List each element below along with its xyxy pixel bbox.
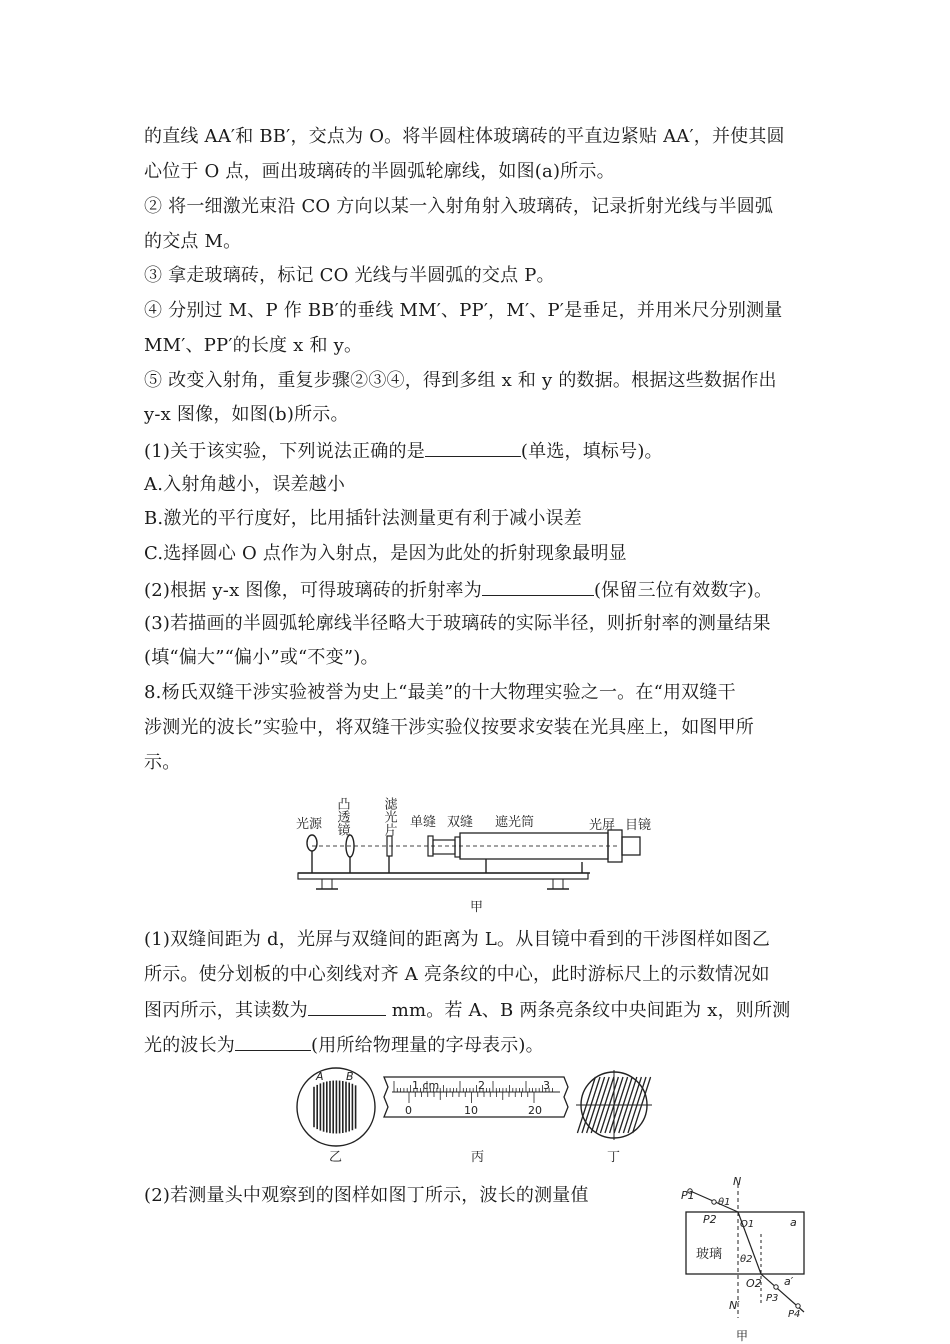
- main-scale-label: 2: [478, 1079, 485, 1092]
- vernier-label: 10: [464, 1104, 478, 1117]
- double-slit: [455, 837, 460, 857]
- question-3-line: (填“偏大”“偏小”或“不变”)。: [144, 647, 379, 668]
- problem-8-line: 涉测光的波长”实验中，将双缝干涉实验仪按要求安装在光具座上，如图甲所: [144, 717, 754, 738]
- answer-blank[interactable]: [235, 1032, 311, 1051]
- pin-p3: [774, 1285, 778, 1289]
- answer-blank[interactable]: [425, 438, 521, 457]
- label-p4: P4: [788, 1309, 801, 1320]
- text-line: MM′、PP′的长度 x 和 y。: [144, 335, 363, 356]
- label-filter: 滤光片: [381, 797, 397, 836]
- question-2: [144, 577, 809, 603]
- vernier-scale-ticks: [409, 1092, 534, 1103]
- figure-row-yi-bing-ding: [296, 1065, 658, 1170]
- pin-p2: [712, 1200, 716, 1204]
- stem-text: (保留三位有效数字)。: [593, 580, 773, 601]
- vernier-label: 0: [405, 1104, 412, 1117]
- label-double-slit: 双缝: [447, 815, 474, 830]
- option-c: C.选择圆心 O 点作为入射点，是因为此处的折射现象最明显: [144, 543, 627, 564]
- text-line: ② 将一细激光束沿 CO 方向以某一入射角射入玻璃砖，记录折射光线与半圆弧: [144, 196, 774, 217]
- label-light-source: 光源: [296, 817, 323, 832]
- stem-text: (用所给物理量的字母表示)。: [311, 1035, 544, 1056]
- stem-text: mm。若 A、B 两条亮条纹中央间距为 x，则所测: [385, 1000, 791, 1021]
- problem-8-q2: (2)若测量头中观察到的图样如图丁所示，波长的测量值: [144, 1185, 589, 1206]
- problem-8-q1-line: 所示。使分划板的中心刻线对齐 A 亮条纹的中心，此时游标尺上的示数情况如: [144, 964, 770, 985]
- bench-foot: [553, 879, 563, 889]
- text-line: ④ 分别过 M、P 作 BB′的垂线 MM′、PP′，M′、P′是垂足，并用米尺分别测量: [144, 300, 783, 321]
- stem-text: 图丙所示，其读数为: [144, 1000, 308, 1021]
- label-convex-lens: 凸透镜: [334, 797, 350, 836]
- answer-blank[interactable]: [308, 997, 386, 1016]
- label-single-slit: 单缝: [410, 815, 437, 830]
- label-theta1: θ1: [718, 1197, 731, 1208]
- problem-8-line: 8.杨氏双缝干涉实验被誉为史上“最美”的十大物理实验之一。在“用双缝干: [144, 682, 736, 703]
- option-b: B.激光的平行度好，比用插针法测量更有利于减小误差: [144, 508, 582, 529]
- stem-text: (1)关于该实验，下列说法正确的是: [144, 441, 425, 462]
- text-line: 的直线 AA′和 BB′，交点为 O。将半圆柱体玻璃砖的平直边紧贴 AA′，并使其圆: [144, 126, 785, 147]
- label-p2: P2: [703, 1213, 717, 1226]
- option-a: A.入射角越小，误差越小: [144, 474, 346, 495]
- caption-yi: 乙: [329, 1150, 343, 1165]
- fringe-a-label: A: [316, 1070, 324, 1083]
- label-tube: 遮光筒: [495, 815, 535, 830]
- label-eyepiece: 目镜: [625, 818, 652, 833]
- text-line: 心位于 O 点，画出玻璃砖的半圆弧轮廓线，如图(a)所示。: [144, 161, 615, 182]
- caption-glass: 甲: [736, 1329, 749, 1343]
- label-glass: 玻璃: [696, 1247, 723, 1262]
- text-line: 的交点 M。: [144, 231, 242, 252]
- label-p3: P3: [766, 1293, 779, 1304]
- label-o1: O1: [740, 1219, 755, 1230]
- eyepiece: [622, 837, 640, 855]
- problem-8-q1-line: (1)双缝间距为 d，光屏与双缝间的距离为 L。从目镜中看到的干涉图样如图乙: [144, 929, 771, 950]
- caption-jia: 甲: [470, 900, 484, 915]
- fringe-b-label: B: [346, 1070, 354, 1083]
- light-source: [307, 835, 317, 851]
- label-theta2: θ2: [740, 1254, 753, 1265]
- answer-blank[interactable]: [482, 577, 594, 596]
- question-1-stem: [144, 438, 809, 464]
- caption-bing: 丙: [471, 1150, 485, 1165]
- pin-p4: [796, 1304, 800, 1308]
- caption-ding: 丁: [607, 1150, 621, 1165]
- glass-refraction-figure: [676, 1172, 816, 1344]
- label-n: N: [733, 1175, 742, 1188]
- stem-text: (单选，填标号)。: [520, 441, 663, 462]
- label-o2: O2: [746, 1277, 762, 1290]
- problem-8-q1-line: [144, 997, 809, 1023]
- question-3-line: (3)若描画的半圆弧轮廓线半径略大于玻璃砖的实际半径，则折射率的测量结果: [144, 613, 771, 634]
- label-a: a: [790, 1216, 797, 1229]
- bench-base: [298, 873, 588, 879]
- problem-8-q1-line: [144, 1032, 809, 1058]
- vernier-label: 20: [528, 1104, 542, 1117]
- main-scale-label: 3: [543, 1079, 550, 1092]
- bench-foot: [322, 879, 332, 889]
- main-scale-label: 1 cm: [412, 1079, 440, 1092]
- label-a-prime: a′: [784, 1275, 794, 1288]
- label-screen: 光屏: [589, 818, 616, 833]
- label-p1: P1: [681, 1189, 695, 1202]
- optical-bench-figure: [290, 780, 660, 915]
- stem-text: 光的波长为: [144, 1035, 235, 1056]
- stem-text: (2)根据 y-x 图像，可得玻璃砖的折射率为: [144, 580, 482, 601]
- text-line: ③ 拿走玻璃砖，标记 CO 光线与半圆弧的交点 P。: [144, 265, 555, 286]
- label-n-prime: N′: [729, 1299, 740, 1312]
- problem-8-line: 示。: [144, 752, 181, 773]
- text-line: ⑤ 改变入射角，重复步骤②③④，得到多组 x 和 y 的数据。根据这些数据作出: [144, 370, 777, 391]
- yi-fringes: [314, 1080, 356, 1133]
- text-line: y-x 图像，如图(b)所示。: [144, 404, 349, 425]
